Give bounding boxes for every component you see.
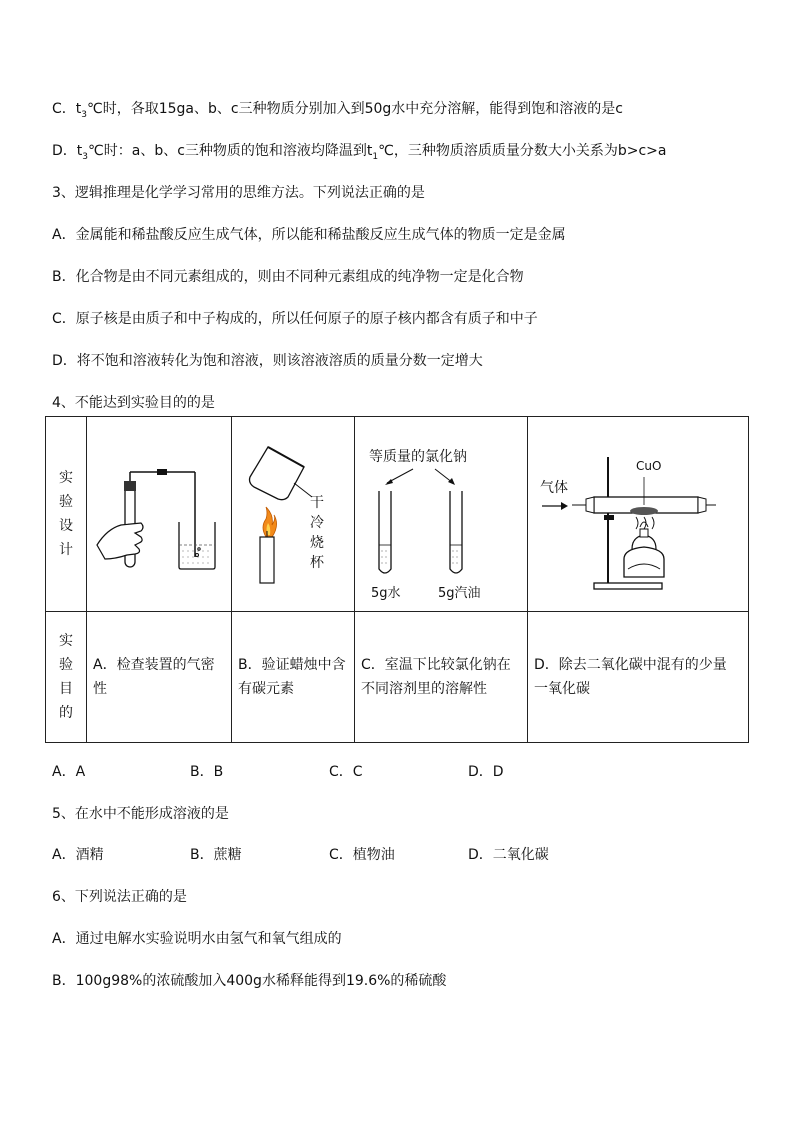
q4-option-b: B．B (190, 764, 224, 780)
figure-a-cell (87, 417, 232, 612)
experiment-table (45, 416, 749, 743)
q4-option-a: A．A (52, 764, 86, 780)
q4-stem: 4、不能达到实验目的的是 (52, 395, 215, 411)
q3-option-c: C．原子核是由质子和中子构成的，所以任何原子的原子核内都含有质子和中子 (52, 311, 538, 327)
q5-stem: 5、在水中不能形成溶液的是 (52, 806, 229, 822)
q5-option-a: A．酒精 (52, 847, 104, 863)
q5-option-b: B．蔗糖 (190, 847, 242, 863)
q6-stem: 6、下列说法正确的是 (52, 889, 187, 905)
q5-option-d: D．二氧化碳 (468, 847, 549, 863)
q3-stem: 3、逻辑推理是化学学习常用的思维方法。下列说法正确的是 (52, 185, 425, 201)
purpose-c: C．室温下比较氯化钠在 不同溶剂里的溶解性 (355, 612, 528, 743)
fig-d-gas-label: 气体 (540, 480, 568, 496)
q3-option-d: D．将不饱和溶液转化为饱和溶液，则该溶液溶质的质量分数一定增大 (52, 353, 483, 369)
dry-cold-beaker-label: 干 冷 烧 杯 (310, 495, 324, 571)
purpose-a: A．检查装置的气密 性 (87, 612, 232, 743)
q5-option-c: C．植物油 (329, 847, 395, 863)
q6-option-b: B．100g98%的浓硫酸加入400g水稀释能得到19.6%的稀硫酸 (52, 973, 447, 989)
q3-option-b: B．化合物是由不同元素组成的，则由不同种元素组成的纯净物一定是化合物 (52, 269, 524, 285)
purpose-b: B．验证蜡烛中含 有碳元素 (232, 612, 355, 743)
q4-option-c: C．C (329, 764, 363, 780)
design-row (46, 417, 749, 612)
purpose-row (46, 612, 749, 743)
q2-option-c: C．$t_3℃$时，各取15ga、b、c三种物质分别加入到50g水中充分溶解，能得到饱和溶液的是c (52, 101, 623, 120)
airtightness-apparatus-figure (87, 417, 231, 607)
q6-option-a: A．通过电解水实验说明水由氢气和氧气组成的 (52, 931, 342, 947)
q2-option-d: D．$t_3℃$时：a、b、c三种物质的饱和溶液均降温到$t_1℃$，三种物质溶质质量分数大小关系为b>c>a (52, 143, 667, 162)
fig-d-cuo-label: CuO (636, 459, 662, 473)
candle-beaker-figure (232, 419, 354, 609)
figure-d-cell (528, 417, 749, 612)
fig-c-title: 等质量的氯化钠 (369, 449, 467, 465)
q4-option-d: D．D (468, 764, 504, 780)
fig-c-gasoline-label: 5g汽油 (438, 586, 481, 601)
purpose-d: D．除去二氧化碳中混有的少量 一氧化碳 (528, 612, 749, 743)
figure-b-cell (232, 417, 355, 612)
q3-option-a: A．金属能和稀盐酸反应生成气体，所以能和稀盐酸反应生成气体的物质一定是金属 (52, 227, 566, 243)
purpose-header: 实 验 目 的 (46, 612, 87, 743)
fig-c-water-label: 5g水 (371, 586, 401, 601)
cuo-tube-apparatus-figure (528, 419, 746, 609)
design-header: 实 验 设 计 (46, 417, 87, 612)
solubility-tubes-figure (355, 419, 527, 609)
figure-c-cell (355, 417, 528, 612)
